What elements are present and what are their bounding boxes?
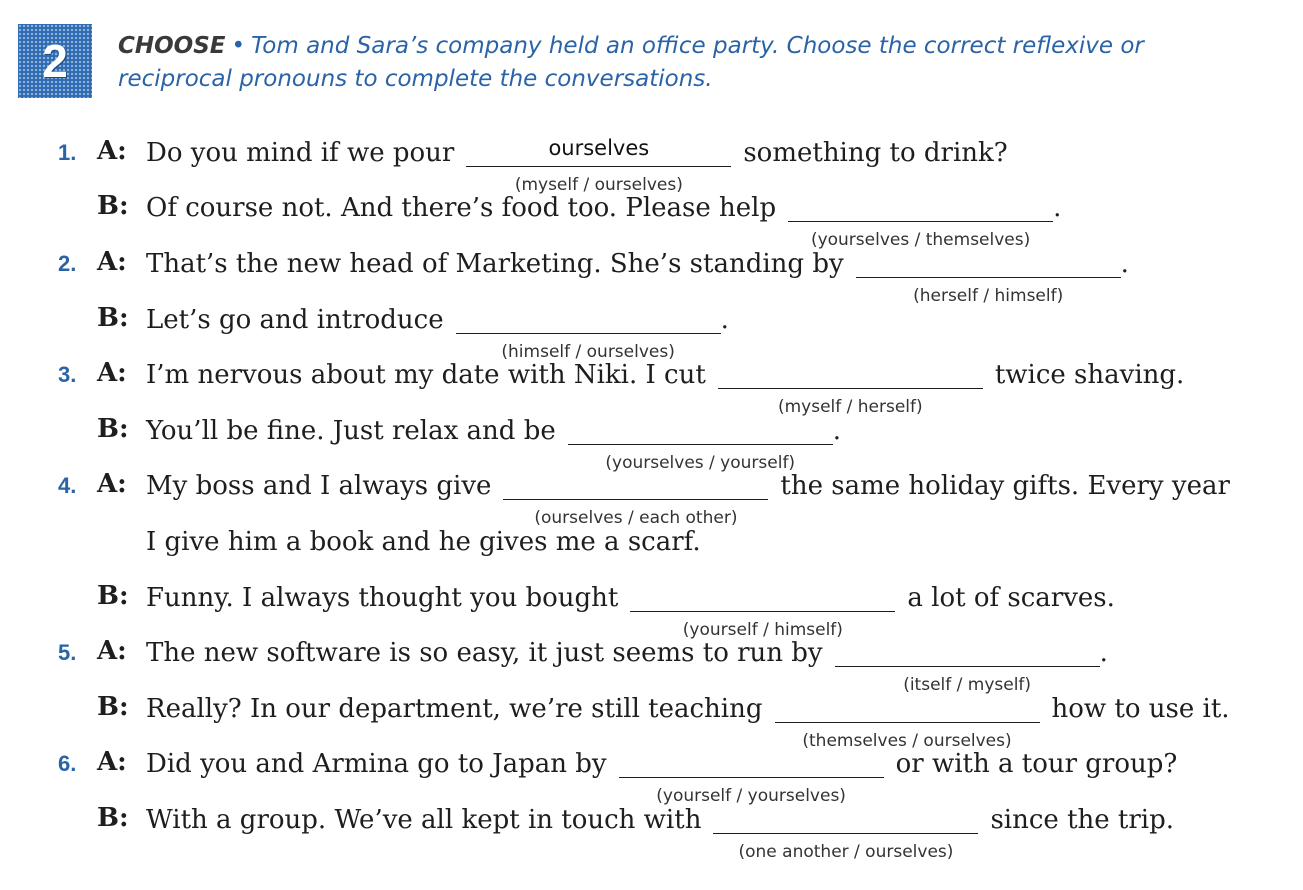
exercise-line-2a: [0, 247, 1303, 306]
speaker-label: B:: [97, 414, 129, 444]
answer-blank[interactable]: [503, 469, 768, 528]
answer-options: (yourself / yourselves): [656, 786, 846, 806]
sentence-before: My boss and I always give: [146, 471, 492, 501]
sentence-before: Did you and Armina go to Japan by: [146, 749, 607, 779]
answer-options: (myself / herself): [777, 397, 923, 417]
speaker-label: B:: [97, 692, 129, 722]
answer-blank[interactable]: [456, 303, 721, 362]
answer-blank[interactable]: [835, 636, 1100, 695]
sentence: [146, 581, 1115, 640]
answer-options: (yourself / himself): [682, 620, 843, 640]
sentence: [146, 469, 1230, 528]
item-number: 5.: [58, 640, 77, 665]
exercise-line-4b: [0, 581, 1303, 640]
sentence-before: I’m nervous about my date with Niki. I cut: [146, 360, 706, 390]
sentence-before: Let’s go and introduce: [146, 305, 444, 335]
sentence: [146, 247, 1129, 306]
sentence-before: With a group. We’ve all kept in touch with: [146, 805, 702, 835]
item-number: 6.: [58, 751, 77, 776]
exercise-line-4a-cont: [0, 525, 1303, 565]
answer-options: (herself / himself): [913, 286, 1064, 306]
answer-options: (himself / ourselves): [501, 342, 675, 362]
sentence-after: or with a tour group?: [895, 749, 1178, 779]
speaker-label: B:: [97, 303, 129, 333]
exercise-line-5b: [0, 692, 1303, 751]
sentence-before: Of course not. And there’s food too. Please help: [146, 193, 777, 223]
answer-text: ourselves: [548, 136, 650, 160]
instruction-keyword: CHOOSE: [118, 33, 226, 59]
speaker-label: B:: [97, 803, 129, 833]
exercise-line-5a: [0, 636, 1303, 695]
exercise-line-6a: [0, 747, 1303, 806]
sentence-before: Really? In our department, we’re still teaching: [146, 694, 763, 724]
answer-blank[interactable]: [568, 414, 833, 473]
instruction-text: Tom and Sara’s company held an office party. Choose the correct reflexive or reciprocal pronouns to complete the conversations.: [118, 33, 1144, 92]
answer-options: (itself / myself): [903, 675, 1032, 695]
sentence-after: twice shaving.: [994, 360, 1185, 390]
exercise-line-6b: [0, 803, 1303, 862]
sentence-after: the same holiday gifts. Every year: [780, 471, 1230, 501]
sentence-after: something to drink?: [743, 138, 1008, 168]
speaker-label: A:: [97, 247, 127, 277]
answer-blank[interactable]: [466, 136, 731, 195]
answer-blank[interactable]: [630, 581, 895, 640]
sentence: [146, 803, 1175, 862]
exercise-line-2b: [0, 303, 1303, 362]
sentence-continuation: I give him a book and he gives me a scarf.: [146, 527, 701, 557]
sentence-before: You’ll be fine. Just relax and be: [146, 416, 556, 446]
exercise-line-1a: [0, 136, 1303, 195]
exercise-number-badge: [18, 24, 92, 98]
sentence-after: since the trip.: [990, 805, 1175, 835]
answer-options: (myself / ourselves): [514, 175, 683, 195]
sentence: [146, 636, 1108, 695]
sentence-before: Funny. I always thought you bought: [146, 583, 619, 613]
sentence: [146, 136, 1008, 195]
sentence: [146, 414, 841, 473]
answer-options: (yourselves / yourself): [605, 453, 796, 473]
answer-blank[interactable]: [788, 191, 1053, 250]
sentence-after: .: [720, 305, 729, 335]
speaker-label: A:: [97, 469, 127, 499]
exercise-line-3b: [0, 414, 1303, 473]
answer-blank[interactable]: [775, 692, 1040, 751]
answer-blank[interactable]: [713, 803, 978, 862]
item-number: 2.: [58, 251, 77, 276]
speaker-label: A:: [97, 636, 127, 666]
speaker-label: B:: [97, 191, 129, 221]
item-number: 4.: [58, 473, 77, 498]
sentence: [146, 692, 1230, 751]
exercise-line-3a: [0, 358, 1303, 417]
answer-options: (yourselves / themselves): [810, 230, 1031, 250]
exercise-line-4a: [0, 469, 1303, 528]
speaker-label: B:: [97, 581, 129, 611]
sentence: [146, 303, 729, 362]
item-number: 3.: [58, 362, 77, 387]
exercise-number: 2: [42, 35, 68, 87]
answer-options: (one another / ourselves): [738, 842, 954, 862]
item-number: 1.: [58, 140, 77, 165]
sentence-after: .: [832, 416, 841, 446]
exercise-line-1b: [0, 191, 1303, 250]
answer-blank[interactable]: [718, 358, 983, 417]
sentence-after: .: [1120, 249, 1129, 279]
sentence-after: how to use it.: [1051, 694, 1230, 724]
speaker-label: A:: [97, 136, 127, 166]
answer-options: (ourselves / each other): [534, 508, 738, 528]
speaker-label: A:: [97, 358, 127, 388]
sentence-before: Do you mind if we pour: [146, 138, 455, 168]
sentence: [146, 191, 1062, 250]
sentence-before: That’s the new head of Marketing. She’s standing by: [146, 249, 844, 279]
sentence-after: .: [1053, 193, 1062, 223]
speaker-label: A:: [97, 747, 127, 777]
sentence-after: a lot of scarves.: [907, 583, 1115, 613]
sentence: [146, 747, 1178, 806]
sentence: [146, 525, 701, 559]
answer-options: (themselves / ourselves): [802, 731, 1012, 751]
answer-blank[interactable]: [856, 247, 1121, 306]
answer-blank[interactable]: [619, 747, 884, 806]
sentence: [146, 358, 1185, 417]
sentence-after: .: [1099, 638, 1108, 668]
sentence-before: The new software is so easy, it just seems to run by: [146, 638, 823, 668]
instruction-bullet: •: [231, 33, 246, 59]
instructions: [118, 30, 1238, 96]
